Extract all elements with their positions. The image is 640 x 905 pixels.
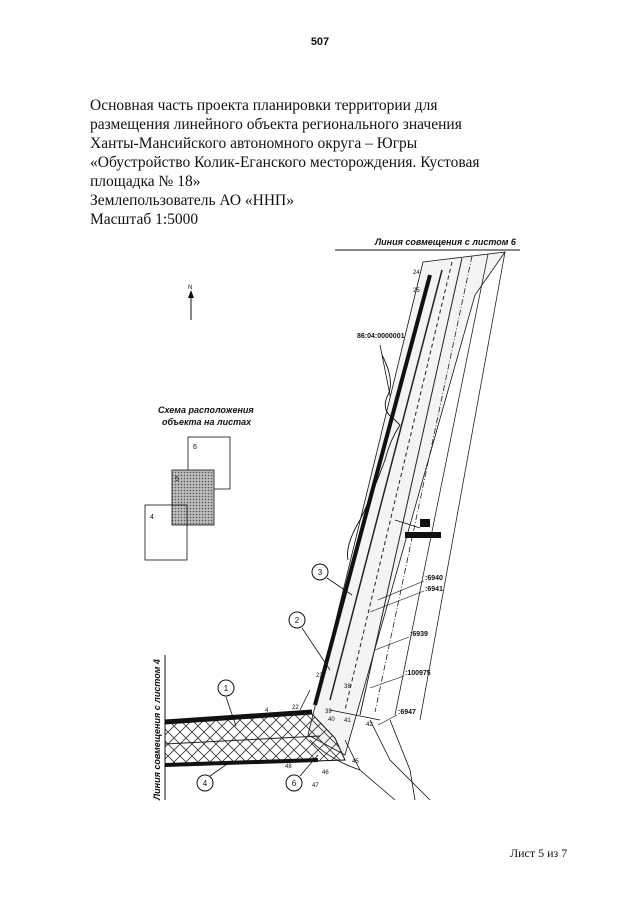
point-number: 47 bbox=[312, 783, 319, 789]
scheme-sheet-4-label: 4 bbox=[150, 514, 154, 521]
title-line: размещения линейного объекта регионального значения bbox=[90, 116, 462, 133]
scheme-title-line1: Схема расположения bbox=[158, 405, 254, 415]
point-number: 4 bbox=[265, 708, 269, 714]
point-number: 22 bbox=[292, 705, 299, 711]
sheet-footer: Лист 5 из 7 bbox=[510, 846, 568, 860]
callout-label: 1 bbox=[223, 684, 229, 693]
title-line: площадка № 18» bbox=[90, 173, 201, 190]
road-corridor-diagonal bbox=[308, 252, 505, 755]
callout-4 bbox=[197, 762, 230, 791]
callout-label: 2 bbox=[294, 616, 300, 625]
point-number: 45 bbox=[352, 759, 359, 765]
point-number: 23 bbox=[316, 673, 323, 679]
point-number: 25 bbox=[413, 288, 420, 294]
page-number: 507 bbox=[310, 36, 330, 48]
scheme-title-line2: объекта на листах bbox=[162, 417, 252, 427]
road-corridor-horizontal bbox=[165, 712, 345, 766]
structure-marker bbox=[420, 519, 430, 527]
parcel-label: :6939 bbox=[410, 631, 428, 638]
point-number: 42 bbox=[366, 722, 373, 728]
cadastral-block-label: 86:04:0000001 bbox=[357, 333, 405, 340]
landowner-line: Землепользователь АО «ННП» bbox=[90, 192, 294, 209]
point-number: 40 bbox=[328, 717, 335, 723]
parcel-label: :6941 bbox=[425, 586, 443, 593]
north-arrow-label: N bbox=[188, 285, 193, 291]
scheme-sheet-5-label: 5 bbox=[175, 476, 179, 483]
parcel-label: :100975 bbox=[405, 670, 431, 677]
title-line: Ханты-Мансийского автономного округа – Югры bbox=[90, 135, 418, 152]
callout-label: 4 bbox=[202, 779, 208, 788]
match-line-top-label: Линия совмещения с листом 6 bbox=[375, 237, 516, 247]
point-number: 38 bbox=[344, 684, 351, 690]
title-line: «Обустройство Колик-Еганского месторождения. Кустовая bbox=[90, 154, 480, 171]
scale-line: Масштаб 1:5000 bbox=[90, 211, 199, 228]
point-number: 41 bbox=[344, 718, 351, 724]
structure-bar bbox=[405, 532, 441, 538]
point-number: 39 bbox=[325, 709, 332, 715]
title-line: Основная часть проекта планировки территории для bbox=[90, 97, 438, 114]
callout-label: 6 bbox=[291, 779, 297, 788]
parcel-label: :6940 bbox=[425, 575, 443, 582]
point-number: 46 bbox=[322, 770, 329, 776]
scheme-sheet-6-label: 6 bbox=[193, 444, 197, 451]
north-arrow-icon bbox=[188, 285, 194, 320]
parcel-label: :6947 bbox=[398, 709, 416, 716]
callout-2 bbox=[289, 612, 330, 670]
point-number: 24 bbox=[413, 270, 420, 276]
match-line-left-label: Линия совмещения с листом 4 bbox=[152, 659, 162, 800]
callout-label: 3 bbox=[317, 568, 323, 577]
point-number: 48 bbox=[285, 764, 292, 770]
